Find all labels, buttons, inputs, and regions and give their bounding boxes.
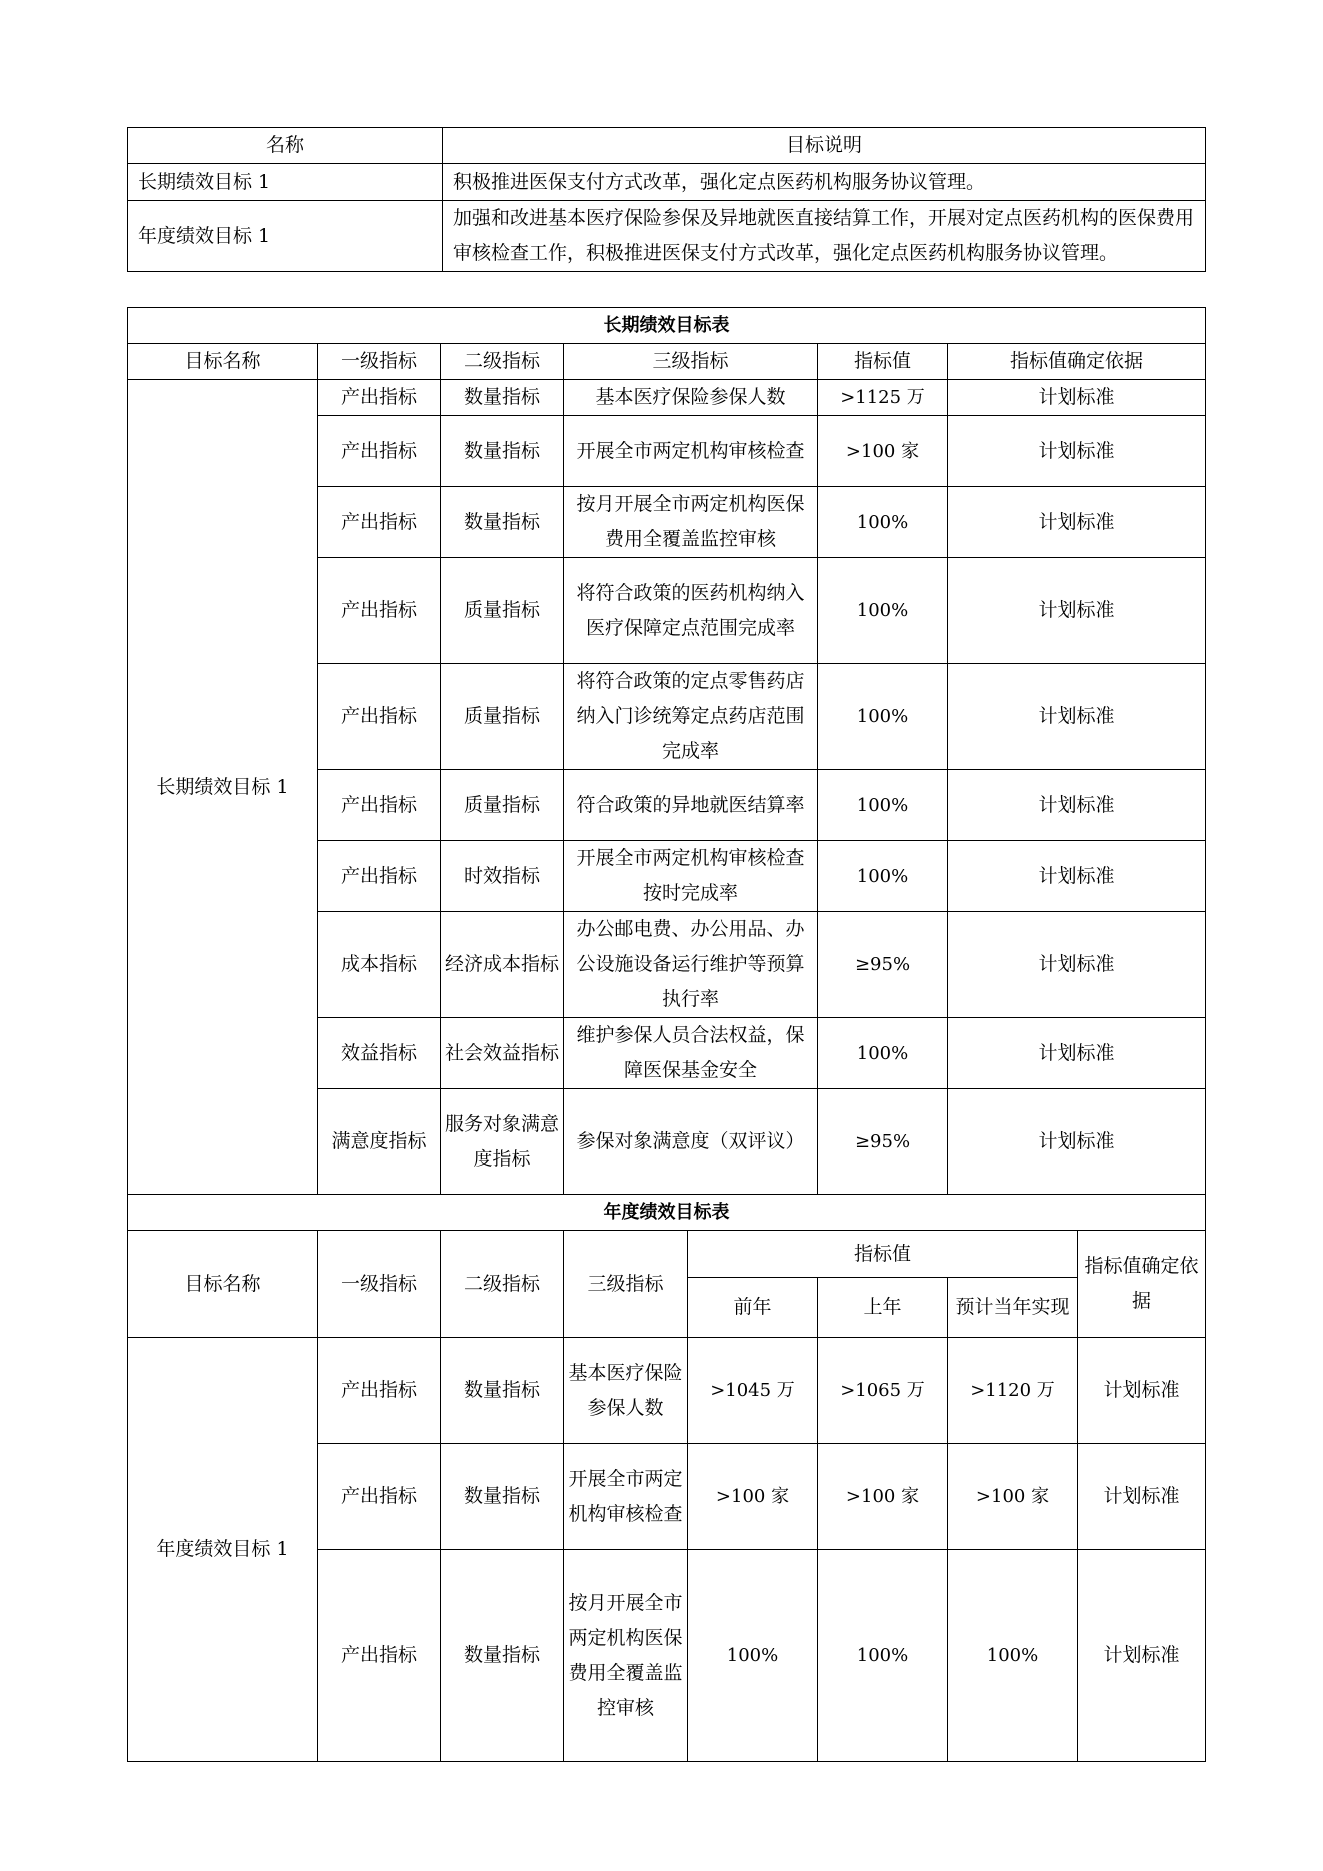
value-cell: 100% [818, 770, 948, 841]
value-cell: 100% [818, 487, 948, 558]
level3-cell: 开展全市两定机构审核检查 [564, 1444, 688, 1550]
level1-cell: 产出指标 [318, 1444, 441, 1550]
level1-cell: 效益指标 [318, 1018, 441, 1089]
level2-cell: 质量指标 [441, 770, 564, 841]
col-level1: 一级指标 [318, 344, 441, 380]
basis-cell: 计划标准 [948, 1018, 1206, 1089]
level1-cell: 产出指标 [318, 1550, 441, 1762]
goal-name-cell: 长期绩效目标 1 [128, 380, 318, 1195]
col-level3: 三级指标 [564, 1231, 688, 1338]
basis-cell: 计划标准 [948, 770, 1206, 841]
prev2-cell: 100% [688, 1550, 818, 1762]
level3-cell: 符合政策的异地就医结算率 [564, 770, 818, 841]
level1-cell: 产出指标 [318, 487, 441, 558]
value-cell: ≥95% [818, 1089, 948, 1195]
level1-cell: 满意度指标 [318, 1089, 441, 1195]
col-level2: 二级指标 [441, 1231, 564, 1338]
value-cell: 100% [818, 1018, 948, 1089]
level2-cell: 质量指标 [441, 664, 564, 770]
level1-cell: 产出指标 [318, 558, 441, 664]
level2-cell: 服务对象满意度指标 [441, 1089, 564, 1195]
level1-cell: 产出指标 [318, 664, 441, 770]
basis-cell: 计划标准 [948, 380, 1206, 416]
level3-cell: 基本医疗保险参保人数 [564, 380, 818, 416]
level3-cell: 基本医疗保险参保人数 [564, 1338, 688, 1444]
level2-cell: 数量指标 [441, 487, 564, 558]
header-name: 名称 [128, 128, 443, 164]
col-value-group: 指标值 [688, 1231, 1078, 1278]
prev1-cell: 100% [818, 1550, 948, 1762]
level1-cell: 产出指标 [318, 416, 441, 487]
col-prev2: 前年 [688, 1278, 818, 1338]
value-cell: >1125 万 [818, 380, 948, 416]
level2-cell: 社会效益指标 [441, 1018, 564, 1089]
forecast-cell: >1120 万 [948, 1338, 1078, 1444]
level1-cell: 产出指标 [318, 380, 441, 416]
col-level2: 二级指标 [441, 344, 564, 380]
goal-name-cell: 年度绩效目标 1 [128, 1338, 318, 1762]
col-goal-name: 目标名称 [128, 344, 318, 380]
annual-goal-name: 年度绩效目标 1 [128, 201, 443, 272]
annual-goal-desc: 加强和改进基本医疗保险参保及异地就医直接结算工作，开展对定点医药机构的医保费用审核检查工作，积极推进医保支付方式改革，强化定点医药机构服务协议管理。 [443, 201, 1206, 272]
level2-cell: 数量指标 [441, 1550, 564, 1762]
level1-cell: 产出指标 [318, 841, 441, 912]
level1-cell: 成本指标 [318, 912, 441, 1018]
goal-overview-table [127, 127, 1206, 272]
col-level3: 三级指标 [564, 344, 818, 380]
value-cell: ≥95% [818, 912, 948, 1018]
level2-cell: 数量指标 [441, 1444, 564, 1550]
basis-cell: 计划标准 [948, 1089, 1206, 1195]
prev2-cell: >1045 万 [688, 1338, 818, 1444]
value-cell: 100% [818, 558, 948, 664]
basis-cell: 计划标准 [948, 912, 1206, 1018]
col-prev1: 上年 [818, 1278, 948, 1338]
basis-cell: 计划标准 [948, 558, 1206, 664]
col-basis: 指标值确定依据 [1078, 1231, 1206, 1338]
value-cell: 100% [818, 664, 948, 770]
level2-cell: 数量指标 [441, 1338, 564, 1444]
basis-cell: 计划标准 [1078, 1550, 1206, 1762]
level2-cell: 数量指标 [441, 380, 564, 416]
level3-cell: 按月开展全市两定机构医保费用全覆盖监控审核 [564, 487, 818, 558]
level2-cell: 时效指标 [441, 841, 564, 912]
basis-cell: 计划标准 [1078, 1444, 1206, 1550]
header-description: 目标说明 [443, 128, 1206, 164]
prev1-cell: >1065 万 [818, 1338, 948, 1444]
col-goal-name: 目标名称 [128, 1231, 318, 1338]
prev2-cell: >100 家 [688, 1444, 818, 1550]
level2-cell: 质量指标 [441, 558, 564, 664]
level3-cell: 参保对象满意度（双评议） [564, 1089, 818, 1195]
basis-cell: 计划标准 [948, 841, 1206, 912]
level2-cell: 经济成本指标 [441, 912, 564, 1018]
prev1-cell: >100 家 [818, 1444, 948, 1550]
table-row [128, 380, 1206, 416]
long-term-targets-table [127, 307, 1206, 1195]
col-basis: 指标值确定依据 [948, 344, 1206, 380]
level2-cell: 数量指标 [441, 416, 564, 487]
annual-targets-table [127, 1194, 1206, 1762]
forecast-cell: >100 家 [948, 1444, 1078, 1550]
annual-table-title: 年度绩效目标表 [128, 1195, 1206, 1231]
level3-cell: 按月开展全市两定机构医保费用全覆盖监控审核 [564, 1550, 688, 1762]
basis-cell: 计划标准 [948, 416, 1206, 487]
col-forecast: 预计当年实现 [948, 1278, 1078, 1338]
table-row [128, 1338, 1206, 1444]
level3-cell: 开展全市两定机构审核检查 [564, 416, 818, 487]
value-cell: 100% [818, 841, 948, 912]
level3-cell: 办公邮电费、办公用品、办公设施设备运行维护等预算执行率 [564, 912, 818, 1018]
basis-cell: 计划标准 [1078, 1338, 1206, 1444]
level1-cell: 产出指标 [318, 770, 441, 841]
long-term-goal-name: 长期绩效目标 1 [128, 164, 443, 201]
long-term-goal-desc: 积极推进医保支付方式改革，强化定点医药机构服务协议管理。 [443, 164, 1206, 201]
basis-cell: 计划标准 [948, 487, 1206, 558]
level3-cell: 维护参保人员合法权益，保障医保基金安全 [564, 1018, 818, 1089]
col-value: 指标值 [818, 344, 948, 380]
level3-cell: 将符合政策的定点零售药店纳入门诊统筹定点药店范围完成率 [564, 664, 818, 770]
level3-cell: 将符合政策的医药机构纳入医疗保障定点范围完成率 [564, 558, 818, 664]
forecast-cell: 100% [948, 1550, 1078, 1762]
level3-cell: 开展全市两定机构审核检查按时完成率 [564, 841, 818, 912]
long-term-table-title: 长期绩效目标表 [128, 308, 1206, 344]
basis-cell: 计划标准 [948, 664, 1206, 770]
value-cell: >100 家 [818, 416, 948, 487]
level1-cell: 产出指标 [318, 1338, 441, 1444]
col-level1: 一级指标 [318, 1231, 441, 1338]
